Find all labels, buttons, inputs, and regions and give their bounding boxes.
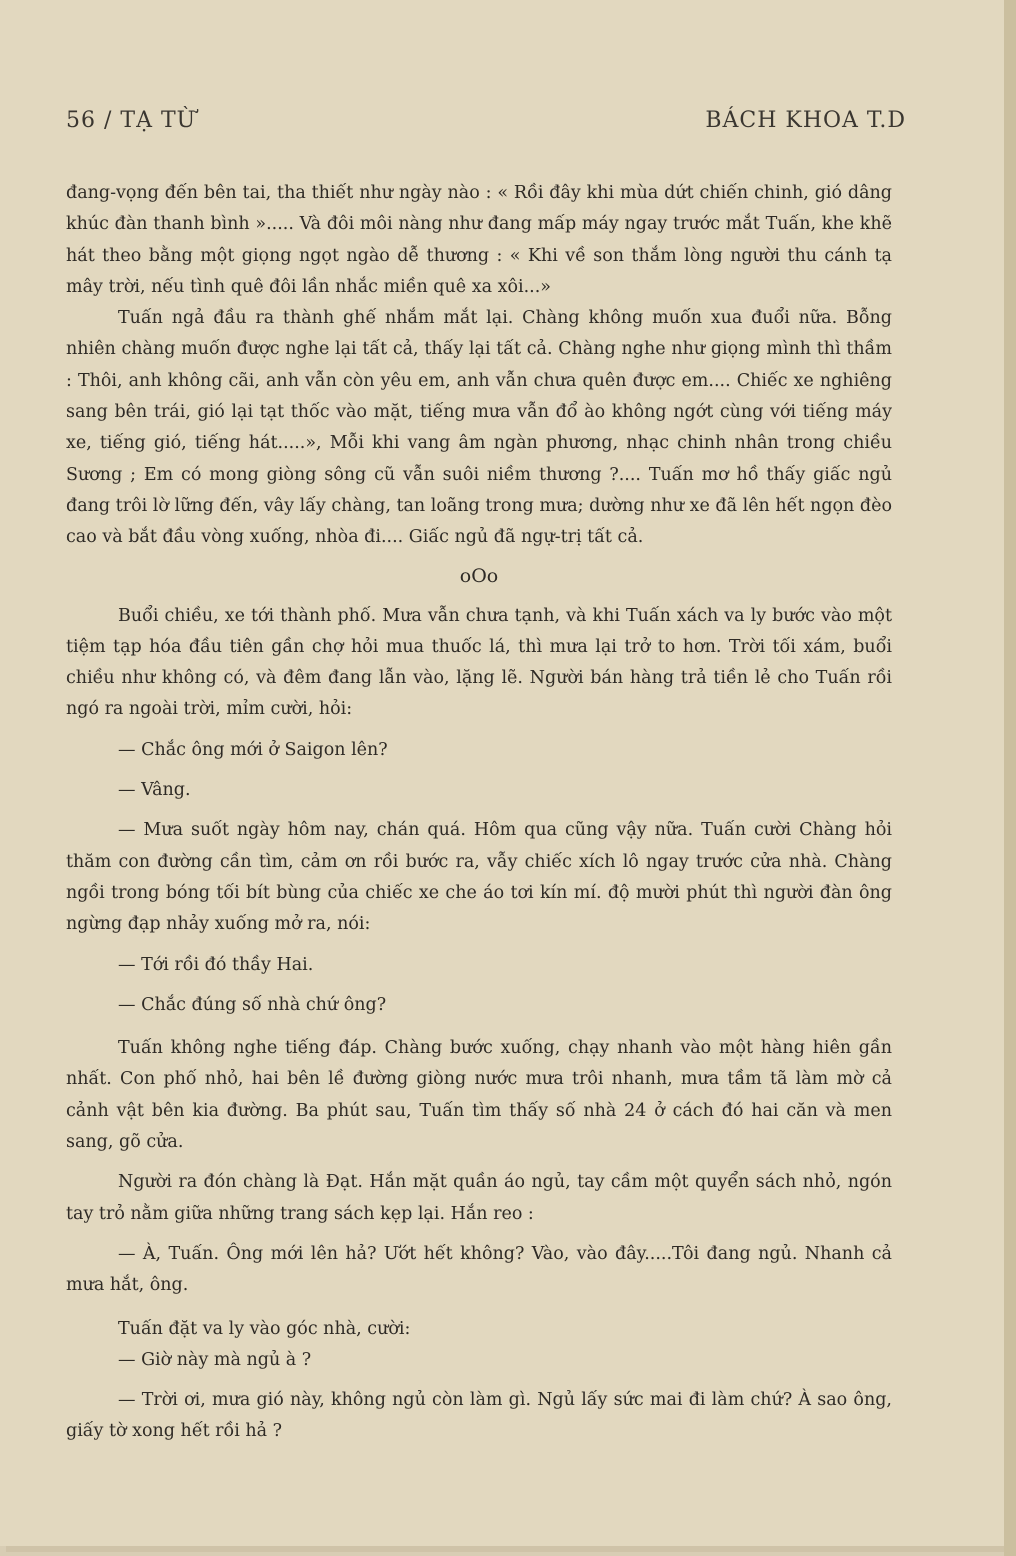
dialogue-line-5: — Giờ này mà ngủ à ? [118,1349,312,1370]
body-text [66,178,892,1448]
paragraph-3: Buổi chiều, xe tới thành phố. Mưa vẫn chưa tạnh, và khi Tuấn xách va ly bước vào một tiệm tạp hóa đầu tiên gần chợ hỏi mua thuốc lá, thì mưa lại trở to hơn. Trời tối xám, buổi chiều như không có, và đêm đang lẫn vào, lặng lẽ. Người bán hàng trả tiền lẻ cho Tuấn rồi ngó ra ngoài trời, mỉm cười, hỏi: [66,605,892,720]
dialogue-line-2: — Vâng. [118,780,191,801]
paragraph-4: — Mưa suốt ngày hôm nay, chán quá. Hôm qua cũng vậy nữa. Tuấn cười Chàng hỏi thăm con đường cần tìm, cảm ơn rồi bước ra, vẫy chiếc xích lô ngay trước cửa nhà. Chàng ngồi trong bóng tối bít bùng của chiếc xe che áo tơi kín mí. độ mười phút thì người đàn ông ngừng đạp nhảy xuống mở ra, nói: [66,820,892,935]
paragraph-7: — À, Tuấn. Ông mới lên hả? Ướt hết không? Vào, vào đây.....Tôi đang ngủ. Nhanh cả mưa hắt, ông. [66,1243,892,1296]
paragraph-5: Tuấn không nghe tiếng đáp. Chàng bước xuống, chạy nhanh vào một hàng hiên gần nhất. Con phố nhỏ, hai bên lề đường giòng nước mưa trôi nhanh, mưa tầm tã làm mờ cả cảnh vật bên kia đường. Ba phút sau, Tuấn tìm thấy số nhà 24 ở cách đó hai căn và men sang, gõ cửa. [66,1038,892,1153]
dialogue-line-1: — Chắc ông mới ở Saigon lên? [118,739,388,760]
paragraph-9: — Trời ơi, mưa gió này, không ngủ còn làm gì. Ngủ lấy sức mai đi làm chứ? À sao ông, giấy tờ xong hết rồi hả ? [66,1390,892,1442]
paragraph-6: Người ra đón chàng là Đạt. Hắn mặt quần áo ngủ, tay cầm một quyển sách nhỏ, ngón tay trỏ nằm giữa những trang sách kẹp lại. Hắn reo : [66,1172,892,1224]
paragraph-8: Tuấn đặt va ly vào góc nhà, cười: [118,1318,411,1339]
header-publication: BÁCH KHOA T.D [705,108,906,133]
paragraph-2: Tuấn ngả đầu ra thành ghế nhắm mắt lại. Chàng không muốn xua đuổi nữa. Bỗng nhiên chàng muốn được nghe lại tất cả, thấy lại tất cả. Chàng nghe như giọng mình thì thầm : Thôi, anh không cãi, anh vẫn còn yêu em, anh vẫn chưa quên được em.... Chiếc xe nghiêng sang bên trái, gió lại tạt thốc vào mặt, tiếng mưa vẫn đổ ào không ngớt cùng với tiếng máy xe, tiếng gió, tiếng hát.....», Mỗi khi vang âm ngàn phương, nhạc chinh nhân trong chiều Sương ; Em có mong giòng sông cũ vẫn suôi niềm thương ?.... Tuấn mơ hồ thấy giấc ngủ đang trôi lờ lững đến, vây lấy chàng, tan loãng trong mưa; dường như xe đã lên hết ngọn đèo cao và bắt đầu vòng xuống, nhòa đi.... Giấc ngủ đã ngự-trị tất cả. [66,308,892,548]
header-page-author: 56 / TẠ TỪ [66,108,197,133]
dialogue-line-4: — Chắc đúng số nhà chứ ông? [118,994,387,1015]
page-edge [1004,0,1016,1556]
paragraph-1: đang-vọng đến bên tai, tha thiết như ngày nào : « Rồi đây khi mùa dứt chiến chinh, gió dâng khúc đàn thanh bình »..... Và đôi môi nàng như đang mấp máy ngay trước mắt Tuấn, khe khẽ hát theo bằng một giọng ngọt ngào dễ thương : « Khi về son thắm lòng người thu cánh tạ mây trời, nếu tình quê đôi lần nhắc miền quê xa xôi...» [66,183,892,297]
dialogue-line-3: — Tới rồi đó thầy Hai. [118,954,314,975]
section-separator: oOo [459,564,499,587]
